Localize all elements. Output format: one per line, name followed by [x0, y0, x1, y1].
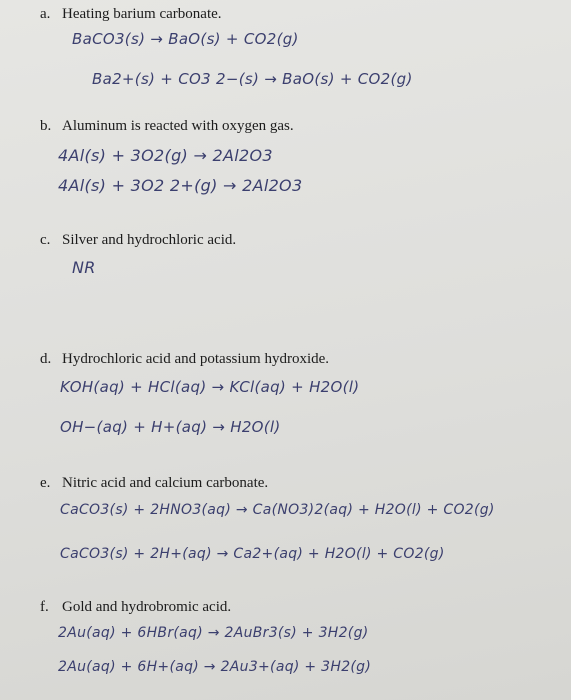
question-label: e.: [40, 475, 51, 491]
question-f: [40, 599, 231, 616]
question-label: c.: [40, 232, 51, 248]
handwritten-answer: CaCO3(s) + 2HNO3(aq) → Ca(NO3)2(aq) + H2O(l) + CO2(g): [60, 502, 495, 518]
handwritten-answer: 4Al(s) + 3O2 2+(g) → 2Al2O3: [58, 176, 303, 195]
question-prompt: Heating barium carbonate.: [62, 6, 222, 22]
question-prompt: Aluminum is reacted with oxygen gas.: [62, 118, 294, 134]
question-e: [40, 475, 268, 492]
question-d: [40, 351, 329, 368]
question-prompt: Silver and hydrochloric acid.: [62, 232, 237, 248]
question-label: f.: [40, 599, 49, 615]
question-label: a.: [40, 6, 51, 22]
question-c: [40, 232, 236, 249]
handwritten-answer: OH−(aq) + H+(aq) → H2O(l): [60, 418, 281, 436]
handwritten-answer: 4Al(s) + 3O2(g) → 2Al2O3: [58, 146, 273, 165]
handwritten-answer: BaCO3(s) → BaO(s) + CO2(g): [72, 30, 299, 48]
question-label: d.: [40, 351, 52, 367]
question-b: [40, 118, 294, 135]
handwritten-answer: 2Au(aq) + 6HBr(aq) → 2AuBr3(s) + 3H2(g): [58, 625, 369, 641]
handwritten-answer: Ba2+(s) + CO3 2−(s) → BaO(s) + CO2(g): [92, 70, 413, 88]
handwritten-answer: CaCO3(s) + 2H+(aq) → Ca2+(aq) + H2O(l) + CO2(g): [60, 546, 445, 562]
question-prompt: Nitric acid and calcium carbonate.: [62, 475, 269, 491]
handwritten-answer: NR: [72, 258, 96, 277]
question-prompt: Hydrochloric acid and potassium hydroxide.: [62, 351, 330, 367]
question-label: b.: [40, 118, 52, 134]
question-prompt: Gold and hydrobromic acid.: [62, 599, 232, 615]
handwritten-answer: KOH(aq) + HCl(aq) → KCl(aq) + H2O(l): [60, 378, 360, 396]
handwritten-answer: 2Au(aq) + 6H+(aq) → 2Au3+(aq) + 3H2(g): [58, 659, 372, 675]
question-a: [40, 6, 222, 23]
